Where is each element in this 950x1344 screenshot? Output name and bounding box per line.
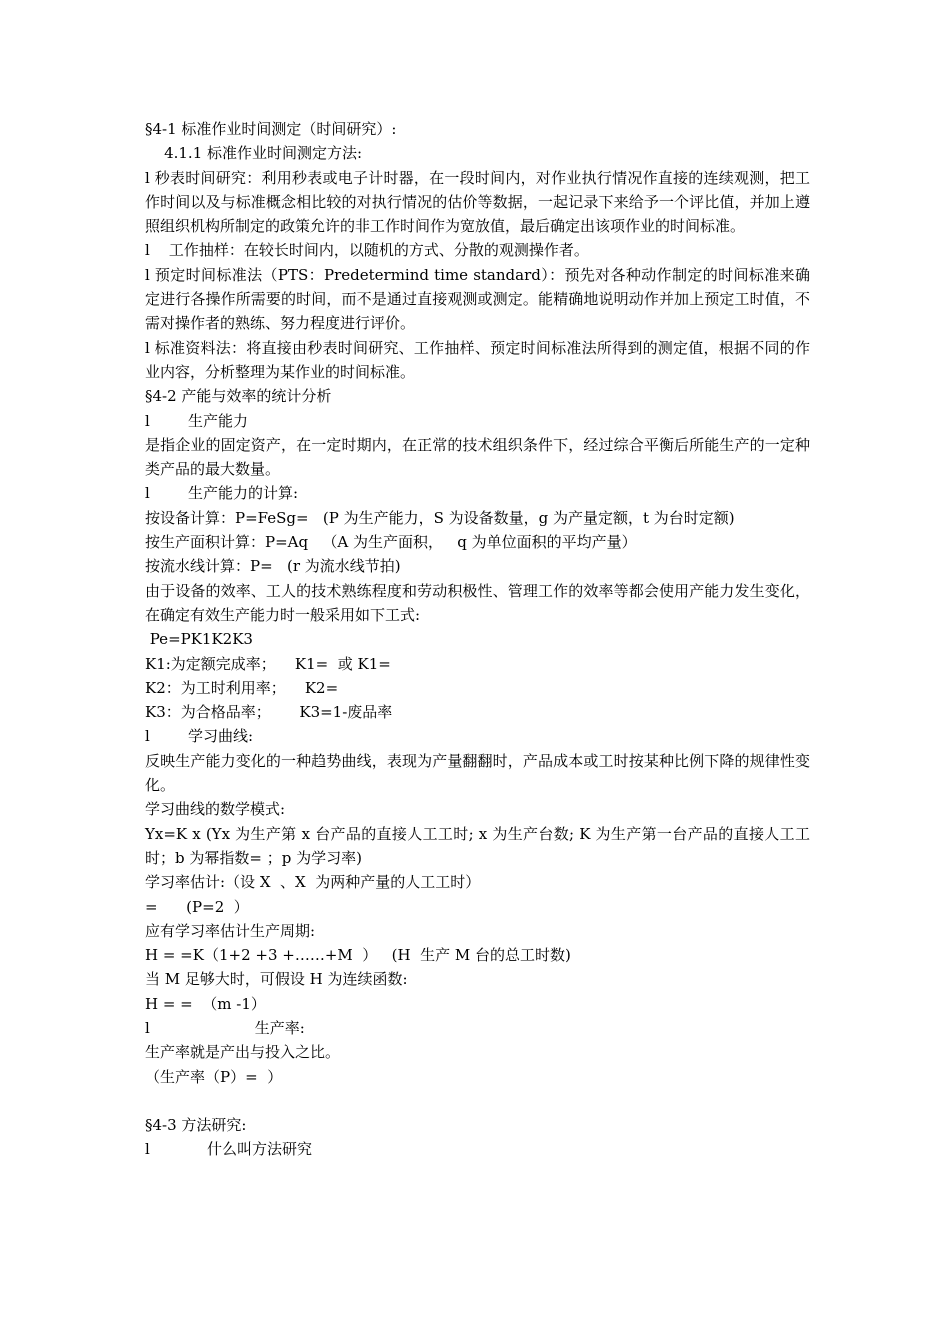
text-line: l 生产能力的计算: bbox=[145, 484, 298, 503]
paragraph-learning-formula: Yx=K x (Yx 为生产第 x 台产品的直接人工工时; x 为生产台数; K 为生产第一台产品的直接人工工时；b 为幂指数= ；p 为学习率) bbox=[145, 824, 810, 867]
document-page bbox=[145, 117, 810, 1162]
text-line: 学习曲线的数学模式: bbox=[145, 800, 286, 819]
formula-line: H = = （m -1） bbox=[145, 994, 266, 1013]
formula-line: 按生产面积计算：P=Aq （A 为生产面积， q 为单位面积的平均产量） bbox=[145, 533, 637, 552]
text-line: l 生产能力 bbox=[145, 411, 248, 430]
formula-line: H = =K（1+2 +3 +……+M ） (H 生产 M 台的总工时数) bbox=[145, 946, 571, 965]
paragraph-stopwatch-study: l 秒表时间研究：利用秒表或电子计时器，在一段时间内，对作业执行情况作直接的连续观测，把工作时间以及与标准概念相比较的对执行情况的估价等数据，一起记录下来给予一个评比值，并加上遵照组织机构所制定的政策允许的非工作时间作为宽放值，最后确定出该项作业的时间标准。 bbox=[145, 168, 810, 236]
text-line: l 工作抽样：在较长时间内，以随机的方式、分散的观测操作者。 bbox=[145, 241, 589, 260]
text-line: 当 M 足够大时，可假设 H 为连续函数: bbox=[145, 970, 408, 989]
paragraph-standard-data: l 标准资料法：将直接由秒表时间研究、工作抽样、预定时间标准法所得到的测定值，根据不同的作业内容，分析整理为某作业的时间标准。 bbox=[145, 338, 810, 381]
formula-line: （生产率（P）= ） bbox=[145, 1067, 283, 1086]
text-line: l 生产率: bbox=[145, 1018, 305, 1037]
section-heading-4-1: §4-1 标准作业时间测定（时间研究）: bbox=[145, 120, 397, 138]
formula-line: = (P=2 ） bbox=[145, 897, 249, 916]
text-line: 生产率就是产出与投入之比。 bbox=[145, 1043, 341, 1062]
formula-line: 按设备计算：P=FeSg= (P 为生产能力，S 为设备数量，g 为产量定额，t 为台时定额) bbox=[145, 508, 735, 527]
text-line: l 学习曲线: bbox=[145, 727, 253, 746]
formula-line: K2：为工时利用率； K2= bbox=[145, 678, 339, 697]
text-line: l 什么叫方法研究 bbox=[145, 1140, 313, 1159]
formula-line: K1:为定额完成率； K1= 或 K1= bbox=[145, 654, 391, 673]
paragraph-learning-curve: 反映生产能力变化的一种趋势曲线，表现为产量翻翻时，产品成本或工时按某种比例下降的规律性变化。 bbox=[145, 751, 810, 795]
formula-line: 学习率估计:（设 X 、X 为两种产量的人工工时） bbox=[145, 873, 481, 892]
formula-line: K3：为合格品率； K3=1-废品率 bbox=[145, 703, 393, 722]
blank-line bbox=[145, 1089, 810, 1113]
subsection-heading-4-1-1: 4.1.1 标准作业时间测定方法: bbox=[145, 144, 363, 163]
text-line: 应有学习率估计生产周期: bbox=[145, 921, 316, 940]
formula-line: 按流水线计算：P= (r 为流水线节拍) bbox=[145, 557, 401, 576]
formula-line: Pe=PK1K2K3 bbox=[145, 630, 253, 649]
section-heading-4-3: §4-3 方法研究: bbox=[145, 1116, 247, 1135]
paragraph-effective-capacity: 由于设备的效率、工人的技术熟练程度和劳动积极性、管理工作的效率等都会使用产能力发生变化，在确定有效生产能力时一般采用如下工式: bbox=[145, 581, 810, 624]
section-heading-4-2: §4-2 产能与效率的统计分析 bbox=[145, 387, 332, 406]
paragraph-pts: l 预定时间标准法（PTS：Predetermind time standard）：预先对各种动作制定的时间标准来确定进行各操作所需要的时间，而不是通过直接观测或测定。能精确地说明动作并加上预定工时值，不需对操作者的熟练、努力程度进行评价。 bbox=[145, 265, 810, 333]
paragraph-capacity-definition: 是指企业的固定资产，在一定时期内，在正常的技术组织条件下，经过综合平衡后所能生产的一定种类产品的最大数量。 bbox=[145, 435, 810, 479]
